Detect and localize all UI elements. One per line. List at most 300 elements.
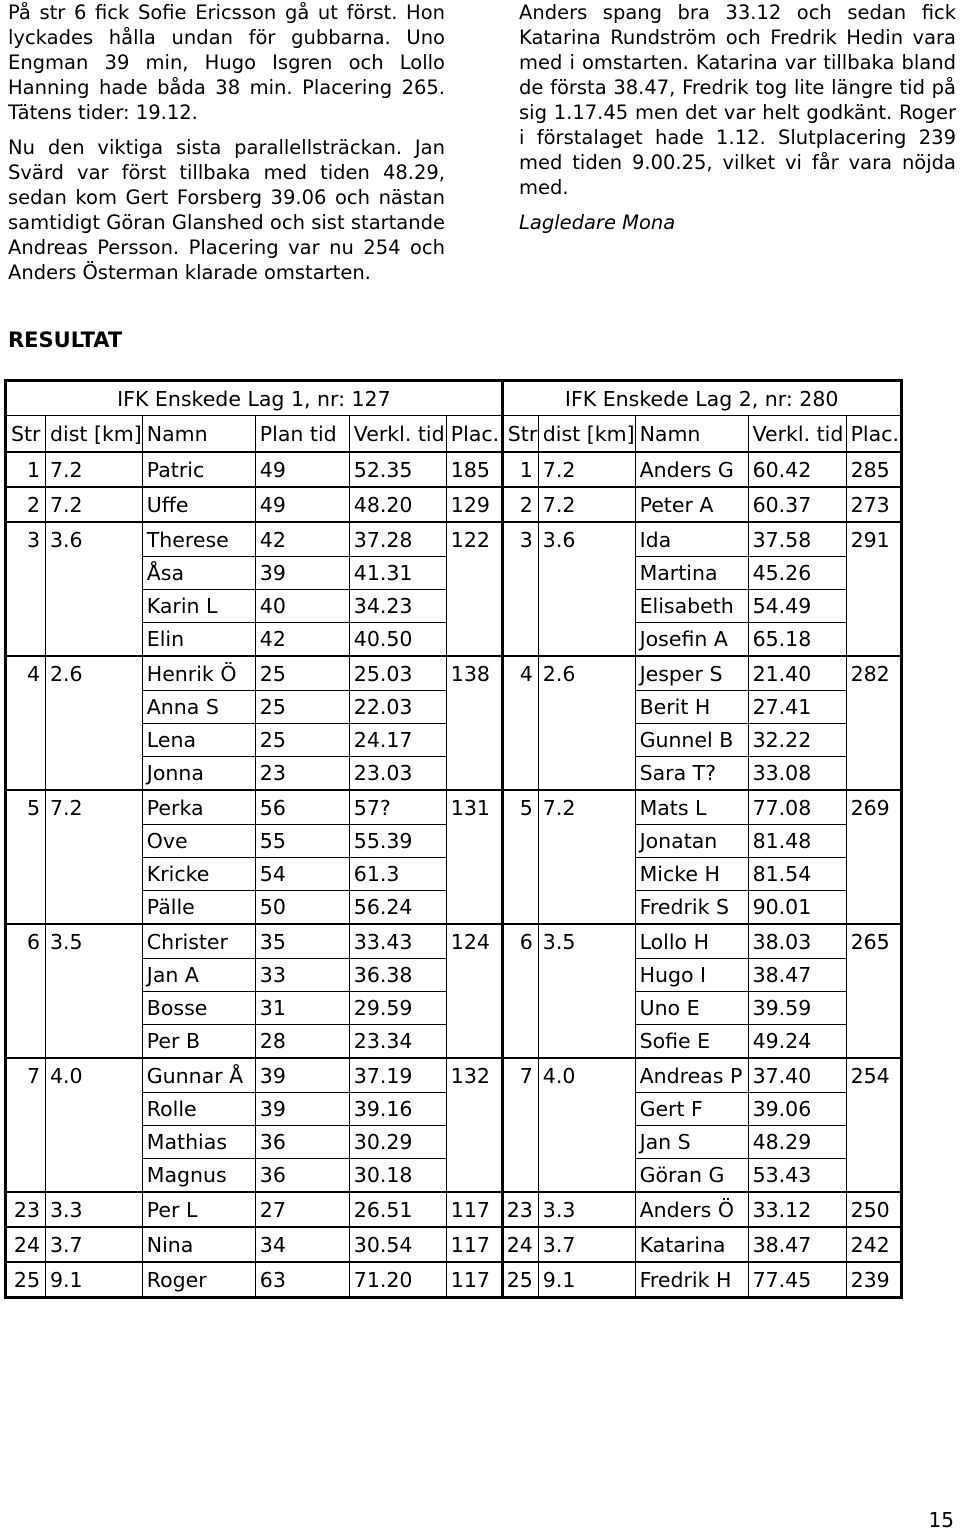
leg-number bbox=[502, 757, 538, 791]
team2-title: IFK Enskede Lag 2, nr: 280 bbox=[502, 381, 901, 416]
runner-name: Katarina bbox=[635, 1227, 748, 1262]
actual-time: 55.39 bbox=[349, 825, 446, 858]
table-row bbox=[6, 1025, 902, 1059]
column-header: Namn bbox=[142, 416, 255, 453]
placement bbox=[846, 590, 901, 623]
table-row bbox=[6, 1126, 902, 1159]
actual-time: 29.59 bbox=[349, 992, 446, 1025]
placement bbox=[846, 623, 901, 657]
leg-number bbox=[502, 992, 538, 1025]
distance bbox=[538, 959, 635, 992]
runner-name: Jonna bbox=[142, 757, 255, 791]
placement: 132 bbox=[446, 1058, 502, 1093]
actual-time: 57? bbox=[349, 790, 446, 825]
runner-name: Martina bbox=[635, 557, 748, 590]
distance: 9.1 bbox=[46, 1262, 143, 1298]
runner-name: Roger bbox=[142, 1262, 255, 1298]
placement bbox=[446, 858, 502, 891]
distance bbox=[46, 1159, 143, 1193]
placement bbox=[846, 858, 901, 891]
runner-name: Hugo I bbox=[635, 959, 748, 992]
runner-name: Anna S bbox=[142, 691, 255, 724]
leg-number: 7 bbox=[502, 1058, 538, 1093]
table-row bbox=[6, 1159, 902, 1193]
leg-number bbox=[6, 724, 46, 757]
leg-number: 24 bbox=[6, 1227, 46, 1262]
distance bbox=[46, 959, 143, 992]
distance: 3.3 bbox=[46, 1192, 143, 1227]
distance bbox=[538, 1159, 635, 1193]
runner-name: Peter A bbox=[635, 487, 748, 522]
distance: 7.2 bbox=[46, 452, 143, 487]
column-header-row bbox=[6, 416, 902, 453]
placement bbox=[446, 1159, 502, 1193]
leg-number bbox=[502, 1093, 538, 1126]
placement bbox=[846, 1159, 901, 1193]
actual-time: 38.47 bbox=[748, 959, 846, 992]
distance bbox=[46, 623, 143, 657]
placement: 117 bbox=[446, 1227, 502, 1262]
runner-name: Jan S bbox=[635, 1126, 748, 1159]
placement bbox=[446, 959, 502, 992]
leg-number bbox=[6, 891, 46, 925]
distance bbox=[538, 757, 635, 791]
planned-time: 25 bbox=[255, 691, 349, 724]
runner-name: Per L bbox=[142, 1192, 255, 1227]
placement bbox=[446, 825, 502, 858]
actual-time: 38.47 bbox=[748, 1227, 846, 1262]
leg-number: 25 bbox=[6, 1262, 46, 1298]
actual-time: 53.43 bbox=[748, 1159, 846, 1193]
distance: 3.7 bbox=[46, 1227, 143, 1262]
leg-number bbox=[502, 590, 538, 623]
leg-number bbox=[502, 1025, 538, 1059]
leg-number: 23 bbox=[502, 1192, 538, 1227]
table-row bbox=[6, 724, 902, 757]
placement bbox=[846, 691, 901, 724]
actual-time: 22.03 bbox=[349, 691, 446, 724]
distance bbox=[538, 891, 635, 925]
column-header: Str bbox=[502, 416, 538, 453]
leg-number bbox=[502, 959, 538, 992]
runner-name: Ida bbox=[635, 522, 748, 557]
planned-time: 39 bbox=[255, 557, 349, 590]
planned-time: 25 bbox=[255, 656, 349, 691]
actual-time: 37.40 bbox=[748, 1058, 846, 1093]
distance bbox=[538, 724, 635, 757]
planned-time: 39 bbox=[255, 1058, 349, 1093]
runner-name: Elin bbox=[142, 623, 255, 657]
leg-number: 3 bbox=[6, 522, 46, 557]
actual-time: 37.58 bbox=[748, 522, 846, 557]
column-header: Verkl. tid bbox=[748, 416, 846, 453]
leg-number bbox=[502, 623, 538, 657]
actual-time: 34.23 bbox=[349, 590, 446, 623]
table-row bbox=[6, 623, 902, 657]
planned-time: 56 bbox=[255, 790, 349, 825]
column-header: Str bbox=[6, 416, 46, 453]
distance: 4.0 bbox=[46, 1058, 143, 1093]
distance bbox=[538, 557, 635, 590]
placement bbox=[446, 590, 502, 623]
leg-number bbox=[502, 858, 538, 891]
actual-time: 61.3 bbox=[349, 858, 446, 891]
table-row bbox=[6, 557, 902, 590]
runner-name: Fredrik H bbox=[635, 1262, 748, 1298]
distance bbox=[46, 590, 143, 623]
runner-name: Micke H bbox=[635, 858, 748, 891]
actual-time: 81.54 bbox=[748, 858, 846, 891]
table-row bbox=[6, 992, 902, 1025]
runner-name: Josefin A bbox=[635, 623, 748, 657]
placement: 282 bbox=[846, 656, 901, 691]
leg-number bbox=[6, 691, 46, 724]
placement: 124 bbox=[446, 924, 502, 959]
column-header: Plan tid bbox=[255, 416, 349, 453]
article-paragraph: Anders spang bra 33.12 och sedan fick Katarina Rundström och Fredrik Hedin vara med i omstarten. Katarina var tillbaka bland de första 38.47, Fredrik tog lite längre tid på sig 1.17.45 men det var helt godkänt. Roger i förstalaget hade 1.12. Slutplacering 239 med tiden 9.00.25, vilket vi får vara nöjda med. bbox=[519, 1, 956, 199]
runner-name: Gunnel B bbox=[635, 724, 748, 757]
placement: 185 bbox=[446, 452, 502, 487]
table-row bbox=[6, 590, 902, 623]
actual-time: 56.24 bbox=[349, 891, 446, 925]
placement bbox=[446, 1126, 502, 1159]
actual-time: 26.51 bbox=[349, 1192, 446, 1227]
leg-number: 4 bbox=[502, 656, 538, 691]
leg-number bbox=[6, 590, 46, 623]
column-header: Namn bbox=[635, 416, 748, 453]
distance: 3.6 bbox=[538, 522, 635, 557]
actual-time: 27.41 bbox=[748, 691, 846, 724]
runner-name: Karin L bbox=[142, 590, 255, 623]
table-row bbox=[6, 487, 902, 522]
runner-name: Magnus bbox=[142, 1159, 255, 1193]
actual-time: 33.43 bbox=[349, 924, 446, 959]
distance: 4.0 bbox=[538, 1058, 635, 1093]
article-paragraph: På str 6 fick Sofie Ericsson gå ut först. Hon lyckades hålla undan för gubbarna. Uno Engman 39 min, Hugo Isgren och Lollo Hanning hade båda 38 min. Placering 265. Tätens tider: 19.12. bbox=[8, 1, 445, 124]
actual-time: 21.40 bbox=[748, 656, 846, 691]
page-number: 15 bbox=[928, 1508, 954, 1532]
placement: 117 bbox=[446, 1192, 502, 1227]
table-row bbox=[6, 858, 902, 891]
runner-name: Lollo H bbox=[635, 924, 748, 959]
placement bbox=[446, 1093, 502, 1126]
planned-time: 55 bbox=[255, 825, 349, 858]
runner-name: Berit H bbox=[635, 691, 748, 724]
runner-name: Uffe bbox=[142, 487, 255, 522]
column-header: dist [km] bbox=[538, 416, 635, 453]
distance bbox=[538, 590, 635, 623]
runner-name: Lena bbox=[142, 724, 255, 757]
actual-time: 32.22 bbox=[748, 724, 846, 757]
planned-time: 50 bbox=[255, 891, 349, 925]
actual-time: 49.24 bbox=[748, 1025, 846, 1059]
planned-time: 42 bbox=[255, 623, 349, 657]
runner-name: Åsa bbox=[142, 557, 255, 590]
results-heading: RESULTAT bbox=[8, 328, 123, 352]
runner-name: Jonatan bbox=[635, 825, 748, 858]
runner-name: Gunnar Å bbox=[142, 1058, 255, 1093]
runner-name: Uno E bbox=[635, 992, 748, 1025]
column-header: Verkl. tid bbox=[349, 416, 446, 453]
placement bbox=[446, 757, 502, 791]
table-row bbox=[6, 757, 902, 791]
runner-name: Nina bbox=[142, 1227, 255, 1262]
distance bbox=[538, 1093, 635, 1126]
leg-number: 24 bbox=[502, 1227, 538, 1262]
runner-name: Sara T? bbox=[635, 757, 748, 791]
runner-name: Rolle bbox=[142, 1093, 255, 1126]
distance bbox=[538, 1126, 635, 1159]
runner-name: Andreas P bbox=[635, 1058, 748, 1093]
placement bbox=[846, 992, 901, 1025]
actual-time: 81.48 bbox=[748, 825, 846, 858]
placement: 122 bbox=[446, 522, 502, 557]
runner-name: Henrik Ö bbox=[142, 656, 255, 691]
runner-name: Perka bbox=[142, 790, 255, 825]
actual-time: 40.50 bbox=[349, 623, 446, 657]
actual-time: 52.35 bbox=[349, 452, 446, 487]
actual-time: 90.01 bbox=[748, 891, 846, 925]
runner-name: Per B bbox=[142, 1025, 255, 1059]
distance bbox=[46, 891, 143, 925]
placement bbox=[846, 825, 901, 858]
actual-time: 38.03 bbox=[748, 924, 846, 959]
actual-time: 33.08 bbox=[748, 757, 846, 791]
leg-number bbox=[6, 623, 46, 657]
planned-time: 36 bbox=[255, 1159, 349, 1193]
placement: 273 bbox=[846, 487, 901, 522]
placement bbox=[446, 891, 502, 925]
runner-name: Mathias bbox=[142, 1126, 255, 1159]
placement: 138 bbox=[446, 656, 502, 691]
actual-time: 71.20 bbox=[349, 1262, 446, 1298]
actual-time: 37.28 bbox=[349, 522, 446, 557]
distance: 7.2 bbox=[538, 452, 635, 487]
runner-name: Patric bbox=[142, 452, 255, 487]
leg-number: 6 bbox=[6, 924, 46, 959]
table-row bbox=[6, 691, 902, 724]
distance bbox=[46, 1025, 143, 1059]
placement bbox=[846, 959, 901, 992]
leg-number bbox=[502, 825, 538, 858]
distance: 3.3 bbox=[538, 1192, 635, 1227]
leg-number bbox=[6, 992, 46, 1025]
placement: 285 bbox=[846, 452, 901, 487]
planned-time: 40 bbox=[255, 590, 349, 623]
planned-time: 31 bbox=[255, 992, 349, 1025]
distance bbox=[46, 724, 143, 757]
placement bbox=[846, 1093, 901, 1126]
actual-time: 41.31 bbox=[349, 557, 446, 590]
column-header: Plac. bbox=[846, 416, 901, 453]
table-row bbox=[6, 790, 902, 825]
table-row bbox=[6, 452, 902, 487]
actual-time: 77.08 bbox=[748, 790, 846, 825]
runner-name: Ove bbox=[142, 825, 255, 858]
leg-number bbox=[502, 724, 538, 757]
leg-number bbox=[6, 825, 46, 858]
placement: 254 bbox=[846, 1058, 901, 1093]
distance: 3.5 bbox=[46, 924, 143, 959]
placement bbox=[446, 1025, 502, 1059]
planned-time: 36 bbox=[255, 1126, 349, 1159]
leg-number: 6 bbox=[502, 924, 538, 959]
distance bbox=[46, 992, 143, 1025]
signature: Lagledare Mona bbox=[519, 211, 676, 234]
placement bbox=[846, 1126, 901, 1159]
runner-name: Sofie E bbox=[635, 1025, 748, 1059]
placement bbox=[446, 992, 502, 1025]
placement bbox=[846, 557, 901, 590]
planned-time: 49 bbox=[255, 452, 349, 487]
article-paragraph: Nu den viktiga sista parallellsträckan. Jan Svärd var först tillbaka med tiden 48.29, sedan kom Gert Forsberg 39.06 och nästan samtidigt Göran Glanshed och sist startande Andreas Persson. Placering var nu 254 och Anders Österman klarade omstarten. bbox=[8, 136, 445, 284]
distance bbox=[46, 858, 143, 891]
column-header: dist [km] bbox=[46, 416, 143, 453]
runner-name: Göran G bbox=[635, 1159, 748, 1193]
actual-time: 60.42 bbox=[748, 452, 846, 487]
placement bbox=[846, 724, 901, 757]
distance bbox=[538, 825, 635, 858]
distance: 2.6 bbox=[46, 656, 143, 691]
leg-number bbox=[6, 557, 46, 590]
runner-name: Anders Ö bbox=[635, 1192, 748, 1227]
placement: 242 bbox=[846, 1227, 901, 1262]
distance bbox=[538, 623, 635, 657]
distance bbox=[46, 1093, 143, 1126]
results-body bbox=[6, 381, 902, 1298]
planned-time: 49 bbox=[255, 487, 349, 522]
placement: 117 bbox=[446, 1262, 502, 1298]
placement: 265 bbox=[846, 924, 901, 959]
placement: 269 bbox=[846, 790, 901, 825]
table-row bbox=[6, 891, 902, 925]
placement bbox=[446, 557, 502, 590]
runner-name: Anders G bbox=[635, 452, 748, 487]
team-title-row bbox=[6, 381, 902, 416]
runner-name: Fredrik S bbox=[635, 891, 748, 925]
actual-time: 60.37 bbox=[748, 487, 846, 522]
planned-time: 63 bbox=[255, 1262, 349, 1298]
runner-name: Pälle bbox=[142, 891, 255, 925]
runner-name: Kricke bbox=[142, 858, 255, 891]
actual-time: 36.38 bbox=[349, 959, 446, 992]
article-left-column bbox=[8, 0, 445, 285]
planned-time: 35 bbox=[255, 924, 349, 959]
distance: 7.2 bbox=[46, 487, 143, 522]
distance bbox=[46, 1126, 143, 1159]
table-row bbox=[6, 1192, 902, 1227]
placement bbox=[846, 757, 901, 791]
table-row bbox=[6, 924, 902, 959]
distance: 9.1 bbox=[538, 1262, 635, 1298]
table-row bbox=[6, 1058, 902, 1093]
table-row bbox=[6, 825, 902, 858]
leg-number: 4 bbox=[6, 656, 46, 691]
leg-number: 1 bbox=[502, 452, 538, 487]
leg-number bbox=[6, 1159, 46, 1193]
planned-time: 39 bbox=[255, 1093, 349, 1126]
results-table bbox=[4, 379, 903, 1299]
placement: 129 bbox=[446, 487, 502, 522]
actual-time: 23.03 bbox=[349, 757, 446, 791]
placement: 131 bbox=[446, 790, 502, 825]
actual-time: 23.34 bbox=[349, 1025, 446, 1059]
table-row bbox=[6, 1227, 902, 1262]
distance bbox=[46, 557, 143, 590]
leg-number bbox=[6, 858, 46, 891]
actual-time: 33.12 bbox=[748, 1192, 846, 1227]
table-row bbox=[6, 522, 902, 557]
distance: 2.6 bbox=[538, 656, 635, 691]
planned-time: 25 bbox=[255, 724, 349, 757]
planned-time: 54 bbox=[255, 858, 349, 891]
distance bbox=[538, 992, 635, 1025]
placement bbox=[846, 891, 901, 925]
article-right-column bbox=[519, 0, 956, 235]
table-row bbox=[6, 656, 902, 691]
planned-time: 28 bbox=[255, 1025, 349, 1059]
planned-time: 42 bbox=[255, 522, 349, 557]
planned-time: 34 bbox=[255, 1227, 349, 1262]
runner-name: Christer bbox=[142, 924, 255, 959]
column-header: Plac. bbox=[446, 416, 502, 453]
leg-number bbox=[502, 1159, 538, 1193]
leg-number bbox=[6, 1025, 46, 1059]
table-row bbox=[6, 1262, 902, 1298]
leg-number bbox=[502, 891, 538, 925]
actual-time: 30.18 bbox=[349, 1159, 446, 1193]
placement bbox=[446, 691, 502, 724]
leg-number bbox=[6, 1093, 46, 1126]
placement bbox=[446, 724, 502, 757]
actual-time: 25.03 bbox=[349, 656, 446, 691]
actual-time: 48.29 bbox=[748, 1126, 846, 1159]
runner-name: Therese bbox=[142, 522, 255, 557]
actual-time: 39.16 bbox=[349, 1093, 446, 1126]
leg-number: 1 bbox=[6, 452, 46, 487]
actual-time: 24.17 bbox=[349, 724, 446, 757]
distance: 7.2 bbox=[538, 487, 635, 522]
planned-time: 33 bbox=[255, 959, 349, 992]
leg-number bbox=[502, 691, 538, 724]
leg-number: 5 bbox=[6, 790, 46, 825]
placement: 239 bbox=[846, 1262, 901, 1298]
leg-number: 2 bbox=[502, 487, 538, 522]
actual-time: 30.54 bbox=[349, 1227, 446, 1262]
actual-time: 54.49 bbox=[748, 590, 846, 623]
runner-name: Elisabeth bbox=[635, 590, 748, 623]
actual-time: 39.06 bbox=[748, 1093, 846, 1126]
leg-number: 23 bbox=[6, 1192, 46, 1227]
distance bbox=[538, 691, 635, 724]
table-row bbox=[6, 1093, 902, 1126]
distance bbox=[46, 825, 143, 858]
leg-number: 2 bbox=[6, 487, 46, 522]
distance bbox=[538, 1025, 635, 1059]
leg-number: 7 bbox=[6, 1058, 46, 1093]
distance bbox=[46, 691, 143, 724]
runner-name: Jesper S bbox=[635, 656, 748, 691]
runner-name: Mats L bbox=[635, 790, 748, 825]
distance bbox=[46, 757, 143, 791]
leg-number bbox=[502, 557, 538, 590]
team1-title: IFK Enskede Lag 1, nr: 127 bbox=[6, 381, 503, 416]
leg-number bbox=[502, 1126, 538, 1159]
distance: 3.7 bbox=[538, 1227, 635, 1262]
placement bbox=[446, 623, 502, 657]
actual-time: 30.29 bbox=[349, 1126, 446, 1159]
placement: 291 bbox=[846, 522, 901, 557]
